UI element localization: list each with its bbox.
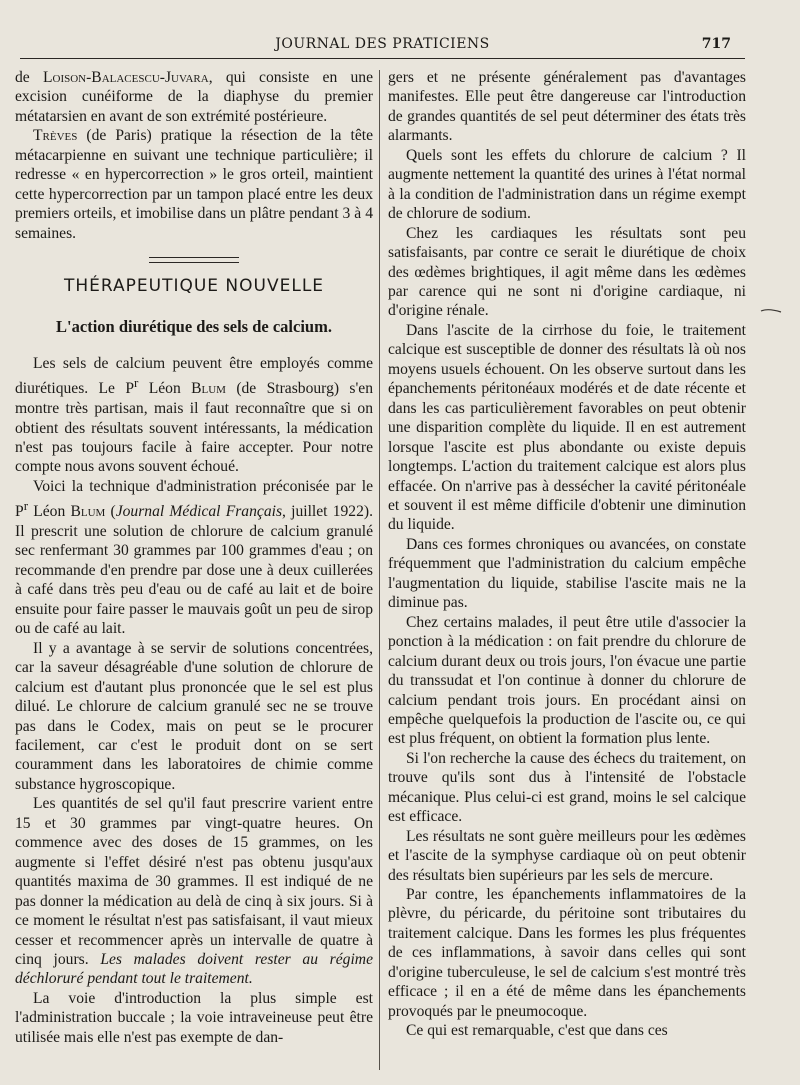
author-name: Blum: [191, 380, 226, 398]
paragraph: Quels sont les effets du chlorure de calcium ? Il augmente nettement la quantité des urines à l'état normal à la condition de l'administration dans un régime exempt de chlorure de sodium.: [388, 146, 746, 223]
paragraph: Chez les cardiaques les résultats sont peu satisfaisants, par contre ce serait le diurétique de choix des œdèmes brightiques, il agit même dans les œdèmes par carence qui ne sont ni d'origine cardiaque, ni d'origine rénale.: [388, 224, 746, 320]
paragraph: Si l'on recherche la cause des échecs du traitement, on trouve qu'ils sont dus à l'intensité de l'obstacle mécanique. Plus celui-ci est grand, moins le sel calcique est efficace.: [388, 749, 746, 826]
section-divider: [149, 257, 239, 263]
left-column: [15, 68, 373, 1047]
paragraph: Les résultats ne sont guère meilleurs pour les œdèmes et l'ascite de la symphyse cardiaque où on peut obtenir des résultats bien supérieurs par les sels de mercure.: [388, 827, 746, 884]
article-title: L'action diurétique des sels de calcium.: [56, 316, 332, 336]
paragraph: Les sels de calcium peuvent être employés comme diurétiques. Le $P^r$ Léon Blum (de Strasbourg) s'en montre très partisan, mais il faut reconnaître que si on obtient des résultats souvent intéressants, la médication n'est pas toujours facile à faire accepter. Pour notre compte nous avons souvent échoué.: [15, 354, 374, 476]
paragraph: La voie d'introduction la plus simple est l'administration buccale ; la voie intraveineuse peut être utilisée mais elle n'est pas exempte de dan-: [15, 989, 373, 1046]
paragraph: Il y a avantage à se servir de solutions concentrées, car la saveur désagréable d'une solution de chlorure de calcium est d'autant plus prononcée que le sel est plus dilué. Le chlorure de calcium granulé sec ne se trouve pas dans le Codex, mais on peut se le procurer facilement, car c'est le produit dont on se sert couramment dans les laboratoires de chimie comme substance hygroscopique.: [15, 639, 373, 793]
paragraph: Trèves (de Paris) pratique la résection de la tête métacarpienne en suivant une technique particulière; il redresse « en hypercorrection » le gros orteil, maintient cette hypercorrection par un tampon placé entre les deux premiers orteils, et imobilise dans un plâtre pendant 3 à 4 semaines.: [15, 127, 373, 242]
column-divider: [379, 70, 380, 1070]
author-name: Loison-Balacescu-Juvara: [42, 69, 209, 86]
author-name: Trèves: [33, 127, 78, 145]
paragraph: de Loison-Balacescu-Juvara, qui consiste en une excision cunéiforme de la diaphyse du premier métatarsien en avant de son extrémité postérieure.: [15, 69, 373, 125]
paragraph: Chez certains malades, il peut être utile d'associer la ponction à la médication : on fait prendre du chlorure de calcium durant deux ou trois jours, l'on évacue une partie du transsudat et l'on continue à donner du chlorure de calcium pendant trois jours. En procédant ainsi on empêche quelquefois la production de l'ascite ou, ce qui est plus fréquent, on obtient la formation plus lente.: [388, 613, 746, 748]
journal-citation: Journal Médical Français: [115, 503, 283, 521]
paragraph: Les quantités de sel qu'il faut prescrire varient entre 15 et 30 grammes par vingt-quatre heures. On commence avec des doses de 15 grammes, on les augmente si l'effet désiré n'est pas obtenu jusqu'aux quantités maxima de 30 grammes. Il est indiqué de ne pas donner la médication au delà de cinq à six jours. Si à ce moment le résultat n'est pas satisfaisant, il vaut mieux cesser et recommencer après un intervalle de quatre à cinq jours. Les malades doivent rester au régime déchloruré pendant tout le traitement.: [15, 795, 373, 988]
paragraph: Dans ces formes chroniques ou avancées, on constate fréquemment que l'administration du calcium empêche l'augmentation du liquide, stabilise l'ascite mais ne la diminue pas.: [388, 535, 746, 612]
right-column: [388, 68, 746, 1041]
margin-pencil-mark: [760, 305, 782, 317]
paragraph: Dans l'ascite de la cirrhose du foie, le traitement calcique est susceptible de donner des résultats là où nos moyens usuels échouent. On les observe surtout dans les épanchements péritonéaux modérés et de date récente et dans les cas particulièrement favorables on peut obtenir une disparition complète du liquide. Il en est autrement lorsque l'ascite est plus abondante ou existe depuis longtemps. L'action du traitement calcique est alors plus effacée. On n'arrive pas à dessécher la cavité péritonéale et souvent il est même difficile d'obtenir une diminution du liquide.: [388, 321, 746, 534]
paragraph: Ce qui est remarquable, c'est que dans ces: [406, 1022, 668, 1040]
emphasis: Les malades doivent rester au régime déchloruré pendant tout le traitement.: [15, 950, 373, 988]
page-header: [20, 30, 745, 58]
author-name: Blum: [70, 503, 106, 521]
paragraph: Par contre, les épanchements inflammatoires de la plèvre, du péricarde, du péritoine sont tributaires du traitement calcique. Dans les formes les plus fréquentes de ces inflammations, à savoir dans celles qui sont d'origine tuberculeuse, le sel de calcium s'est montré très efficace ; il en a été de même dans les épanchements provoqués par le pneumocoque.: [388, 886, 746, 1020]
paragraph: Voici la technique d'administration préconisée par le $P^r$ Léon Blum (Journal Médical Français, juillet 1922). Il prescrit une solution de chlorure de calcium granulé sec renfermant 30 grammes par 100 grammes d'eau ; on recommande d'en prendre par dose une à deux cuillerées à café dans très peu d'eau ou de café au lait et de boire ensuite pour faire passer le mauvais goût un peu de sirop ou de café au lait.: [15, 477, 373, 638]
section-title: THÉRAPEUTIQUE NOUVELLE: [63, 276, 325, 297]
header-rule: [20, 58, 745, 59]
page-number: 717: [701, 36, 731, 52]
paragraph: gers et ne présente généralement pas d'avantages manifestes. Elle peut être dangereuse car l'introduction de grandes quantités de sel peut déterminer des états très alarmants.: [388, 69, 746, 145]
journal-title: JOURNAL DES PRATICIENS: [275, 36, 490, 52]
